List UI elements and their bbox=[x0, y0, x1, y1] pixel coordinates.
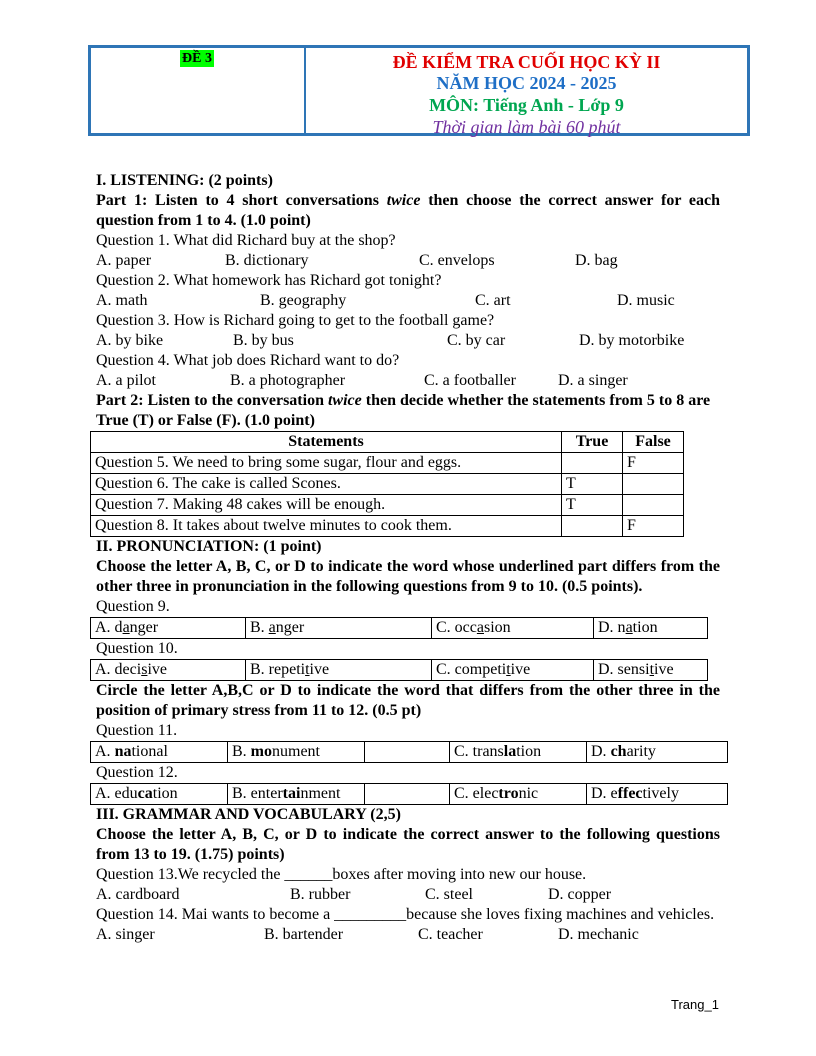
question-10-options bbox=[90, 659, 708, 681]
option-d: D. effectively bbox=[587, 784, 728, 805]
question-14-options bbox=[96, 925, 720, 945]
question-1-options bbox=[96, 251, 720, 271]
page-number: Trang_1 bbox=[671, 997, 719, 1012]
option-c: C. teacher bbox=[418, 926, 483, 943]
option-c: C. art bbox=[475, 292, 511, 309]
question-12-options bbox=[90, 783, 728, 805]
option-d: D. bag bbox=[575, 252, 618, 269]
option-a: A. education bbox=[91, 784, 228, 805]
question-3: Question 3. How is Richard going to get to the football game? bbox=[96, 312, 495, 329]
question-2: Question 2. What homework has Richard got tonight? bbox=[96, 272, 442, 289]
table-row bbox=[91, 453, 684, 474]
option-a: A. cardboard bbox=[96, 886, 180, 903]
pronunciation-instruction: Choose the letter A, B, C, or D to indicate the word whose underlined part differs from the other three in pronunciation in the following questions from 9 to 10. (0.5 points). bbox=[96, 558, 720, 595]
pronunciation-heading: II. PRONUNCIATION: (1 point) bbox=[96, 538, 322, 555]
time-limit: Thời gian làm bài 60 phút bbox=[432, 117, 621, 137]
option-d: D. nation bbox=[594, 618, 708, 639]
table-row bbox=[91, 742, 728, 763]
table-row bbox=[91, 474, 684, 495]
header-false: False bbox=[623, 432, 684, 453]
true-cell bbox=[562, 516, 623, 537]
option-c: C. competitive bbox=[432, 660, 594, 681]
exam-content bbox=[96, 171, 720, 945]
question-10: Question 10. bbox=[96, 640, 178, 657]
option-b: B. repetitive bbox=[246, 660, 432, 681]
false-cell: F bbox=[623, 516, 684, 537]
question-1: Question 1. What did Richard buy at the shop? bbox=[96, 232, 396, 249]
option-b: B. geography bbox=[260, 292, 347, 309]
option-b: B. monument bbox=[228, 742, 365, 763]
option-c: C. a footballer bbox=[424, 372, 516, 389]
question-11-options bbox=[90, 741, 728, 763]
part1-instruction: Part 1: Listen to 4 short conversations twice then choose the correct answer for each question from 1 to 4. (1.0 point) bbox=[96, 192, 720, 229]
statement-cell: Question 6. The cake is called Scones. bbox=[91, 474, 562, 495]
option-a: A. math bbox=[96, 292, 148, 309]
option-c: C. envelops bbox=[419, 252, 495, 269]
false-cell bbox=[623, 495, 684, 516]
option-d: D. by motorbike bbox=[579, 332, 685, 349]
question-2-options bbox=[96, 291, 720, 311]
subject-line: MÔN: Tiếng Anh - Lớp 9 bbox=[429, 95, 624, 115]
table-row bbox=[91, 618, 708, 639]
option-b: B. anger bbox=[246, 618, 432, 639]
part2-instruction: Part 2: Listen to the conversation twice then decide whether the statements from 5 to 8 are True (T) or False (F). (1.0 point) bbox=[96, 392, 711, 429]
empty-cell bbox=[365, 742, 450, 763]
option-a: A. a pilot bbox=[96, 372, 156, 389]
table-row bbox=[91, 516, 684, 537]
question-9: Question 9. bbox=[96, 598, 170, 615]
question-13-options bbox=[96, 885, 720, 905]
stress-instruction: Circle the letter A,B,C or D to indicate the word that differs from the other three in the position of primary stress from 11 to 12. (0.5 pt) bbox=[96, 682, 720, 719]
question-13: Question 13.We recycled the ______boxes after moving into new our house. bbox=[96, 866, 587, 883]
header-true: True bbox=[562, 432, 623, 453]
true-cell bbox=[562, 453, 623, 474]
option-d: D. sensitive bbox=[594, 660, 708, 681]
statement-cell: Question 8. It takes about twelve minutes to cook them. bbox=[91, 516, 562, 537]
true-cell: T bbox=[562, 474, 623, 495]
option-b: B. a photographer bbox=[230, 372, 346, 389]
option-d: D. copper bbox=[548, 886, 612, 903]
false-cell bbox=[623, 474, 684, 495]
header-right-cell bbox=[306, 48, 747, 137]
question-9-options bbox=[90, 617, 708, 639]
option-a: A. by bike bbox=[96, 332, 164, 349]
grammar-heading: III. GRAMMAR AND VOCABULARY (2,5) bbox=[96, 806, 401, 823]
table-row bbox=[91, 660, 708, 681]
option-d: D. charity bbox=[587, 742, 728, 763]
exam-header bbox=[88, 45, 750, 136]
question-4: Question 4. What job does Richard want to do? bbox=[96, 352, 400, 369]
true-false-table bbox=[90, 431, 684, 537]
option-b: B. by bus bbox=[233, 332, 294, 349]
statement-cell: Question 7. Making 48 cakes will be enough. bbox=[91, 495, 562, 516]
question-14: Question 14. Mai wants to become a _________because she loves fixing machines and vehicles. bbox=[96, 906, 715, 923]
exam-code-badge: ĐỀ 3 bbox=[182, 51, 212, 66]
question-3-options bbox=[96, 331, 720, 351]
listening-heading: I. LISTENING: (2 points) bbox=[96, 172, 273, 189]
header-left-cell bbox=[91, 48, 306, 133]
question-4-options bbox=[96, 371, 720, 391]
option-a: A. danger bbox=[91, 618, 246, 639]
option-b: B. entertainment bbox=[228, 784, 365, 805]
exam-title: ĐỀ KIỂM TRA CUỐI HỌC KỲ II bbox=[392, 52, 661, 72]
question-11: Question 11. bbox=[96, 722, 178, 739]
table-row bbox=[91, 784, 728, 805]
table-row bbox=[91, 495, 684, 516]
option-a: A. decisive bbox=[91, 660, 246, 681]
table-header-row bbox=[91, 432, 684, 453]
option-c: C. translation bbox=[450, 742, 587, 763]
option-c: C. electronic bbox=[450, 784, 587, 805]
option-b: B. dictionary bbox=[225, 252, 309, 269]
option-a: A. paper bbox=[96, 252, 152, 269]
option-a: A. national bbox=[91, 742, 228, 763]
statement-cell: Question 5. We need to bring some sugar, flour and eggs. bbox=[91, 453, 562, 474]
option-b: B. rubber bbox=[290, 886, 351, 903]
option-b: B. bartender bbox=[264, 926, 344, 943]
option-a: A. singer bbox=[96, 926, 155, 943]
option-c: C. steel bbox=[425, 886, 473, 903]
grammar-instruction: Choose the letter A, B, C, or D to indicate the correct answer to the following questions from 13 to 19. (1.75) points) bbox=[96, 826, 720, 863]
school-year: NĂM HỌC 2024 - 2025 bbox=[436, 73, 617, 93]
true-cell: T bbox=[562, 495, 623, 516]
header-statements: Statements bbox=[91, 432, 562, 453]
option-c: C. by car bbox=[447, 332, 506, 349]
option-d: D. mechanic bbox=[558, 926, 639, 943]
option-d: D. a singer bbox=[558, 372, 628, 389]
false-cell: F bbox=[623, 453, 684, 474]
option-d: D. music bbox=[617, 292, 675, 309]
question-12: Question 12. bbox=[96, 764, 178, 781]
empty-cell bbox=[365, 784, 450, 805]
option-c: C. occasion bbox=[432, 618, 594, 639]
